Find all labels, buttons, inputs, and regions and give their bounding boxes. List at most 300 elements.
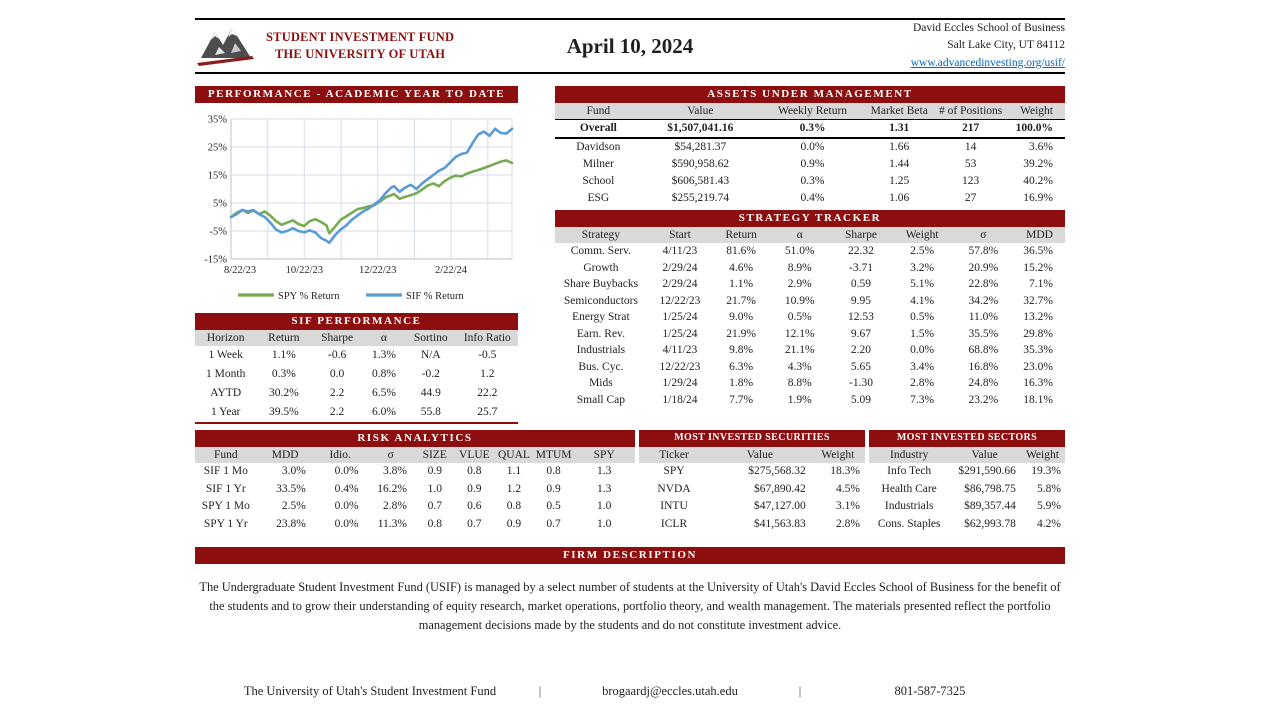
table-cell: 1.2	[480, 368, 495, 380]
table-row	[195, 481, 635, 499]
table-cell: 22.2	[477, 387, 498, 399]
table-cell: $606,581.43	[671, 175, 730, 187]
table-cell: 0.8	[467, 465, 482, 477]
table-cell: 0.7	[467, 517, 482, 530]
table-cell: AYTD	[210, 387, 242, 399]
section-title-aum: ASSETS UNDER MANAGEMENT	[555, 86, 1065, 103]
footer-fund-name: The University of Utah's Student Investment Fund	[243, 683, 497, 698]
table-cell: 0.0%	[334, 500, 359, 512]
mountain-logo	[195, 23, 259, 69]
section-title-most-invested-securities: MOST INVESTED SECURITIES	[639, 430, 865, 447]
table-cell: 20.9%	[968, 261, 999, 274]
table-cell: School	[582, 175, 615, 187]
school-name: David Eccles School of Business	[912, 22, 1065, 35]
table-cell: 24.8%	[968, 377, 999, 389]
table-row	[555, 190, 1065, 207]
table-cell: 2.8%	[910, 377, 935, 389]
column-header: Idio.	[314, 447, 367, 463]
right-column	[555, 86, 1065, 424]
firm-description-text: The Undergraduate Student Investment Fund (USIF) is managed by a select number of students at the University of Utah's David Eccles School of Business for the benefit of the students and to grow their understanding of equity research, market operations, portfolio theory, and wealth management. The materials presented reflect the portfolio management decisions made by the students and do not constitute investment advice.	[199, 580, 1061, 633]
table-cell: 35.3%	[1023, 344, 1053, 356]
svg-text:35%: 35%	[207, 114, 227, 126]
table-cell: 1.1%	[729, 278, 754, 290]
table-cell: 8.8%	[787, 377, 812, 389]
table-cell: 1.3	[596, 465, 612, 477]
table-cell: Share Buybacks	[563, 278, 639, 290]
table-row	[555, 276, 1065, 293]
column-header: VLUE	[455, 447, 495, 463]
fund-url-link[interactable]: www.advancedinvesting.org/usif/	[910, 56, 1065, 69]
table-cell: 2/29/24	[662, 261, 698, 274]
table-cell: -0.6	[327, 349, 347, 361]
table-cell: 3.6%	[1029, 141, 1053, 153]
column-header: α	[363, 330, 405, 346]
table-cell: Overall	[555, 120, 642, 139]
table-cell: 30.2%	[268, 387, 299, 399]
table-row	[195, 384, 518, 403]
svg-text:15%: 15%	[207, 170, 227, 182]
table-header-row	[195, 447, 635, 463]
school-address: Salt Lake City, UT 84112	[947, 39, 1065, 52]
table-cell: $47,127.00	[753, 500, 806, 512]
table-cell: 5.09	[850, 393, 872, 406]
column-header: Sharpe	[830, 227, 891, 243]
table-cell: $255,219.74	[671, 192, 730, 204]
table-row	[869, 516, 1065, 534]
table-cell: 1.25	[889, 175, 910, 187]
column-header: Weight	[811, 447, 865, 463]
table-cell: 39.2%	[1023, 158, 1053, 170]
table-header-row	[555, 103, 1065, 120]
table-row	[195, 463, 635, 481]
table-cell: 2.8%	[836, 517, 860, 530]
table-cell: ESG	[587, 192, 610, 204]
table-cell: 1.8%	[729, 377, 754, 389]
table-cell: 16.9%	[1023, 192, 1053, 204]
table-cell: 1.3%	[371, 349, 396, 361]
table-cell: 12.1%	[784, 327, 815, 340]
table-cell: $41,563.83	[753, 517, 806, 530]
table-cell: 1/29/24	[662, 377, 698, 389]
sif-performance-section	[195, 313, 518, 424]
section-title-performance: PERFORMANCE - ACADEMIC YEAR TO DATE	[195, 86, 518, 103]
table-cell: 1.2	[506, 482, 522, 495]
table-cell: Milner	[582, 158, 614, 170]
table-cell: 9.0%	[729, 311, 754, 323]
table-cell: 35.5%	[968, 327, 999, 340]
table-cell: Cons. Staples	[877, 517, 941, 530]
column-header: MDD	[1014, 227, 1065, 243]
brand-block	[195, 23, 454, 69]
table-header-row	[869, 447, 1065, 463]
table-cell: 0.5	[546, 500, 561, 512]
most-invested-securities-section	[639, 430, 865, 533]
table-cell: 8.9%	[787, 261, 812, 274]
table-cell: 16.2%	[377, 482, 407, 495]
column-header: σ	[953, 227, 1014, 243]
table-row	[555, 293, 1065, 310]
table-cell: 6.0%	[371, 406, 396, 418]
footer-separator-1: |	[538, 683, 542, 698]
table-cell: 12/22/23	[659, 360, 701, 373]
table-row	[195, 403, 518, 423]
table-cell: 1.0	[596, 517, 612, 530]
table-header-row	[639, 447, 865, 463]
table-cell: 5.65	[850, 360, 872, 373]
table-cell: $590,958.62	[671, 158, 730, 170]
table-cell: -1.30	[848, 377, 873, 389]
svg-text:8/22/23: 8/22/23	[224, 265, 257, 276]
table-cell: 0.0%	[334, 517, 359, 530]
table-cell: 12.53	[848, 311, 874, 323]
footer-email: brogaardj@eccles.utah.edu	[602, 683, 738, 698]
table-cell: 1.44	[889, 158, 910, 170]
table-row	[555, 173, 1065, 190]
table-cell: 5.8%	[1037, 482, 1061, 495]
svg-text:-15%: -15%	[204, 254, 227, 266]
table-cell: 27	[964, 192, 977, 204]
table-cell: 1.1%	[271, 349, 296, 361]
column-header: Weekly Return	[759, 103, 866, 120]
table-cell: 55.8	[420, 406, 441, 418]
table-cell: 23.0%	[1023, 360, 1053, 373]
table-cell: 0.5%	[787, 311, 812, 323]
table-cell: 14	[964, 141, 977, 153]
table-cell: 11.0%	[968, 311, 998, 323]
table-cell: 0.6	[467, 500, 482, 512]
table-row	[555, 392, 1065, 409]
svg-text:2/22/24: 2/22/24	[434, 265, 468, 276]
table-cell: 18.3%	[830, 465, 860, 477]
table-cell: 12/22/23	[659, 294, 701, 307]
column-header: Ticker	[639, 447, 709, 463]
footer-phone: 801-587-7325	[894, 683, 966, 698]
column-header: Weight	[1020, 447, 1065, 463]
table-cell: 15.2%	[1023, 261, 1053, 274]
table-cell: 4.2%	[1037, 517, 1061, 530]
table-cell: 0.8%	[371, 368, 396, 380]
table-cell: $67,890.42	[753, 482, 806, 495]
svg-text:SPY % Return: SPY % Return	[278, 291, 340, 302]
table-cell: 21.9%	[726, 327, 756, 340]
table-cell: 1.0	[427, 482, 442, 495]
table-cell: 2.2	[329, 387, 345, 399]
column-header: Fund	[195, 447, 257, 463]
table-cell: Comm. Serv.	[570, 245, 632, 257]
aum-table	[555, 103, 1065, 207]
table-cell: 1/25/24	[662, 311, 698, 323]
table-cell: 0.7	[546, 517, 561, 530]
table-cell: 3.2%	[910, 261, 935, 274]
table-row	[555, 342, 1065, 359]
table-cell: 1.9%	[787, 393, 812, 406]
table-cell: 2/29/24	[662, 278, 698, 290]
table-cell: 7.1%	[1029, 278, 1053, 290]
table-row	[639, 516, 865, 534]
table-cell: 4.5%	[836, 482, 860, 495]
table-cell: 0.0%	[334, 465, 359, 477]
table-cell: 1.5%	[910, 327, 935, 340]
column-header: Market Beta	[866, 103, 932, 120]
most-invested-securities-table	[639, 447, 865, 533]
table-header-row	[555, 227, 1065, 243]
table-row	[555, 326, 1065, 343]
table-cell: 22.32	[848, 245, 874, 257]
column-header: Horizon	[195, 330, 256, 346]
table-cell: 0.8	[506, 500, 522, 512]
table-cell: 0.9	[506, 517, 522, 530]
table-cell: 25.7	[477, 406, 498, 418]
svg-text:12/22/23: 12/22/23	[359, 265, 397, 276]
column-header: σ	[367, 447, 415, 463]
table-cell: 10.9%	[784, 294, 815, 307]
table-cell: 23.8%	[276, 517, 306, 530]
table-cell: 0.9	[467, 482, 482, 495]
table-cell: 2.5%	[281, 500, 306, 512]
table-cell: 3.4%	[910, 360, 935, 373]
table-cell: 0.8	[546, 465, 561, 477]
table-cell: 1.0	[596, 500, 612, 512]
table-cell: 0.5%	[910, 311, 935, 323]
table-cell: -0.5	[478, 349, 497, 361]
table-cell: 4.1%	[910, 294, 935, 307]
table-cell: NVDA	[657, 482, 691, 495]
table-cell: 32.7%	[1023, 294, 1053, 307]
column-header: SPY	[573, 447, 635, 463]
table-row	[639, 463, 865, 481]
table-cell: 6.3%	[729, 360, 754, 373]
table-cell: Growth	[583, 261, 619, 274]
svg-text:5%: 5%	[213, 198, 227, 210]
table-cell: 19.3%	[1031, 465, 1061, 477]
brand-line1: STUDENT INVESTMENT FUND	[266, 30, 455, 45]
table-cell: 2.20	[850, 344, 872, 356]
column-header: Info Ratio	[457, 330, 518, 346]
table-cell: 0.3%	[759, 120, 866, 139]
table-cell: 2.5%	[910, 245, 935, 257]
table-cell: 9.95	[850, 294, 872, 307]
column-header: Fund	[555, 103, 642, 120]
column-header: α	[769, 227, 830, 243]
table-cell: ICLR	[660, 517, 688, 530]
table-cell: 22.8%	[968, 278, 999, 290]
strategy-tracker-section	[555, 210, 1065, 408]
table-cell: Earn. Rev.	[576, 327, 625, 340]
table-cell: 16.8%	[968, 360, 999, 373]
footer	[195, 684, 1065, 699]
report-date: April 10, 2024	[566, 33, 694, 58]
table-cell: SPY 1 Yr	[203, 517, 248, 530]
performance-chart-container	[195, 103, 518, 309]
table-cell: Mids	[589, 377, 613, 389]
table-cell: 1.1	[506, 465, 522, 477]
table-cell: 0.7	[427, 500, 442, 512]
table-cell: 217	[932, 120, 1009, 139]
table-cell: Energy Strat	[572, 311, 630, 323]
section-title-risk-analytics: RISK ANALYTICS	[195, 430, 635, 447]
table-cell: 5.1%	[910, 278, 935, 290]
table-cell: 81.6%	[726, 245, 756, 257]
table-cell: SPY	[663, 465, 685, 477]
table-cell: 2.2	[329, 406, 345, 418]
table-cell: 1.31	[866, 120, 932, 139]
table-cell: 21.7%	[726, 294, 756, 307]
table-row	[869, 463, 1065, 481]
table-cell: 6.5%	[371, 387, 396, 399]
table-cell: Industrials	[576, 344, 626, 356]
table-cell: $62,993.78	[964, 517, 1016, 530]
table-cell: 4/11/23	[662, 245, 698, 257]
table-cell: Health Care	[881, 482, 937, 495]
most-invested-sectors-section	[869, 430, 1065, 533]
table-row	[555, 138, 1065, 156]
section-title-most-invested-sectors: MOST INVESTED SECTORS	[869, 430, 1065, 447]
table-cell: $275,568.32	[748, 465, 806, 477]
table-cell: 1 Week	[208, 349, 243, 361]
table-cell: Davidson	[576, 141, 621, 153]
column-header: Strategy	[555, 227, 647, 243]
table-row	[639, 498, 865, 516]
section-title-sif-performance: SIF PERFORMANCE	[195, 313, 518, 330]
table-cell: 51.0%	[784, 245, 815, 257]
column-header: # of Positions	[932, 103, 1009, 120]
table-cell: 0.0%	[910, 344, 935, 356]
performance-chart	[195, 109, 518, 309]
table-cell: Info Tech	[887, 465, 932, 477]
table-cell: 13.2%	[1023, 311, 1053, 323]
firm-description-section	[195, 547, 1065, 636]
table-cell: $86,798.75	[964, 482, 1016, 495]
table-cell: Small Cap	[576, 393, 626, 406]
table-cell: $54,281.37	[674, 141, 727, 153]
table-cell: 1 Year	[210, 406, 241, 418]
table-cell: 4/11/23	[662, 344, 698, 356]
footer-separator-2: |	[798, 683, 802, 698]
table-cell: 1.06	[889, 192, 910, 204]
table-cell: 39.5%	[268, 406, 299, 418]
table-cell: 0.3%	[271, 368, 296, 380]
table-row	[555, 243, 1065, 260]
column-header: MTUM	[535, 449, 572, 461]
table-cell: 0.9	[546, 482, 561, 495]
table-cell: 0.0	[329, 368, 345, 380]
table-row	[869, 498, 1065, 516]
table-row	[195, 516, 635, 534]
table-cell: 1/18/24	[662, 393, 698, 406]
table-cell: 2.8%	[383, 500, 407, 512]
table-cell: 1.66	[889, 141, 910, 153]
table-cell: 9.67	[850, 327, 872, 340]
table-cell: INTU	[660, 500, 688, 512]
table-row	[555, 309, 1065, 326]
column-header: Sharpe	[311, 330, 363, 346]
masthead	[195, 18, 1065, 74]
table-cell: 7.3%	[910, 393, 935, 406]
column-header: Return	[256, 330, 311, 346]
table-cell: 4.3%	[787, 360, 812, 373]
table-cell: 44.9	[420, 387, 441, 399]
strategy-tracker-table	[555, 227, 1065, 408]
column-header: Return	[713, 227, 769, 243]
table-cell: SIF 1 Yr	[205, 482, 246, 495]
fact-sheet	[195, 18, 1065, 699]
table-cell: 5.9%	[1037, 500, 1061, 512]
section-title-firm-description: FIRM DESCRIPTION	[195, 547, 1065, 564]
column-header: QUAL	[494, 447, 534, 463]
table-header-row	[195, 330, 518, 346]
brand-text	[266, 29, 454, 63]
table-row	[555, 260, 1065, 277]
table-cell: 36.5%	[1023, 245, 1053, 257]
table-cell: 0.8	[427, 517, 442, 530]
table-row	[555, 375, 1065, 392]
svg-text:SIF % Return: SIF % Return	[406, 291, 464, 302]
table-cell: $1,507,041.16	[642, 120, 759, 139]
column-header: Value	[642, 103, 759, 120]
school-block	[911, 20, 1065, 72]
table-cell: 23.2%	[968, 393, 999, 406]
table-cell: 33.5%	[276, 482, 306, 495]
table-cell: 0.59	[850, 278, 872, 290]
table-cell: 29.8%	[1023, 327, 1053, 340]
table-cell: 0.4%	[334, 482, 359, 495]
column-header: Weight	[1009, 103, 1065, 120]
column-header: MDD	[257, 447, 314, 463]
table-cell: 0.9	[427, 465, 442, 477]
svg-text:25%: 25%	[207, 142, 227, 154]
table-cell: 2.9%	[787, 278, 812, 290]
table-row	[555, 120, 1065, 139]
most-invested-sectors-table	[869, 447, 1065, 533]
column-header: Value	[949, 447, 1020, 463]
table-row	[639, 481, 865, 499]
table-cell: 18.1%	[1023, 393, 1053, 406]
table-cell: 9.8%	[729, 344, 754, 356]
table-cell: 0.9%	[800, 158, 825, 170]
table-cell: N/A	[420, 349, 441, 361]
table-cell: $291,590.66	[958, 465, 1016, 477]
column-header: Weight	[892, 227, 953, 243]
table-cell: SPY 1 Mo	[201, 500, 250, 512]
table-cell: 1/25/24	[662, 327, 698, 340]
table-cell: SIF 1 Mo	[203, 465, 248, 477]
table-cell: 7.7%	[729, 393, 754, 406]
table-row	[869, 481, 1065, 499]
table-cell: 0.0%	[800, 141, 825, 153]
table-row	[195, 498, 635, 516]
sif-performance-table	[195, 330, 518, 424]
table-cell: 123	[962, 175, 980, 187]
table-cell: 40.2%	[1023, 175, 1053, 187]
table-row	[195, 346, 518, 365]
table-cell: Bus. Cyc.	[578, 360, 624, 373]
table-cell: 3.0%	[281, 465, 306, 477]
main-columns	[195, 86, 1065, 424]
table-cell: 68.8%	[968, 344, 999, 356]
table-cell: 0.4%	[800, 192, 825, 204]
table-cell: 11.3%	[377, 517, 407, 530]
table-cell: 100.0%	[1009, 120, 1065, 139]
table-cell: $89,357.44	[964, 500, 1016, 512]
table-cell: 3.1%	[836, 500, 860, 512]
table-cell: 3.8%	[383, 465, 407, 477]
table-cell: Semiconductors	[563, 294, 638, 307]
table-row	[195, 365, 518, 384]
column-header: Sortino	[405, 330, 457, 346]
table-cell: 21.1%	[784, 344, 815, 356]
risk-analytics-table	[195, 447, 635, 533]
table-cell: Industrials	[884, 500, 934, 512]
